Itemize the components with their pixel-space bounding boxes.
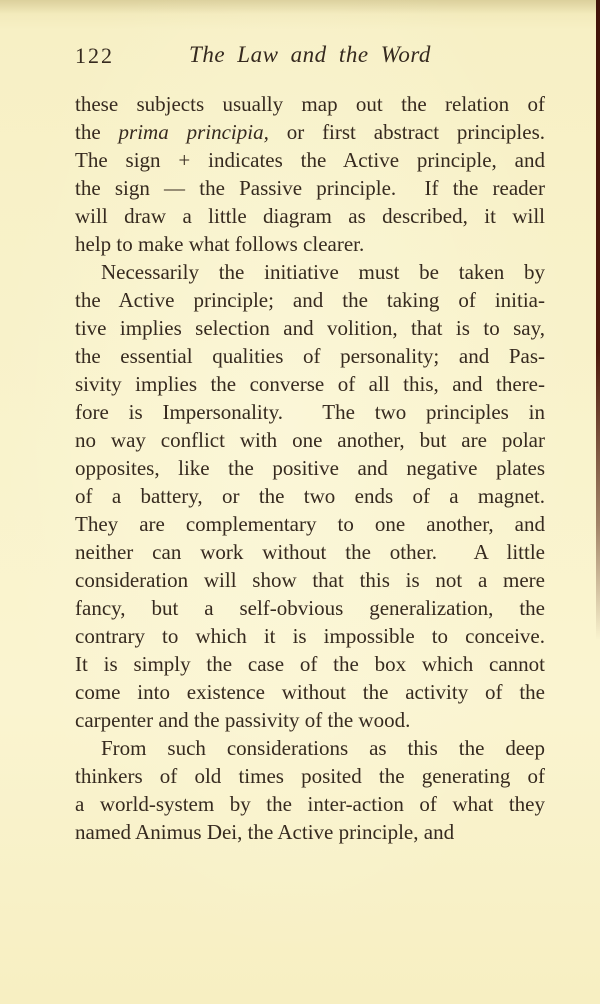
page-body <box>75 90 545 846</box>
text-line: no way conflict with one another, but are polar <box>75 428 545 452</box>
page-number: 122 <box>75 43 114 68</box>
text-line: contrary to which it is impossible to conceive. <box>75 624 545 648</box>
text-line: the essential qualities of personality; and Pas- <box>75 344 545 368</box>
text-line: consideration will show that this is not a mere <box>75 568 545 592</box>
paragraph <box>75 258 545 734</box>
text-line: the sign — the Passive principle. If the reader <box>75 176 545 200</box>
text-line: help to make what follows clearer. <box>75 232 365 256</box>
text-line: opposites, like the positive and negative plates <box>75 456 545 480</box>
page-header <box>75 42 545 68</box>
text-line: tive implies selection and volition, that is to say, <box>75 316 545 340</box>
text-line: It is simply the case of the box which cannot <box>75 652 545 676</box>
scan-top-shading <box>0 0 600 14</box>
text-line: They are complementary to one another, and <box>75 512 545 536</box>
text-line: come into existence without the activity of the <box>75 680 545 704</box>
text-line: neither can work without the other. A little <box>75 540 545 564</box>
paragraph <box>75 734 545 846</box>
text-line: sivity implies the converse of all this, and there- <box>75 372 545 396</box>
text-line: the Active principle; and the taking of initia- <box>75 288 545 312</box>
text-line: these subjects usually map out the relation of <box>75 92 545 116</box>
text-line: From such considerations as this the deep <box>101 736 545 760</box>
text-line: fore is Impersonality. The two principles in <box>75 400 545 424</box>
text-line: carpenter and the passivity of the wood. <box>75 708 411 732</box>
text-line: a world-system by the inter-action of what they <box>75 792 545 816</box>
text-line: will draw a little diagram as described, it will <box>75 204 545 228</box>
running-title: The Law and the Word <box>189 42 431 67</box>
text-line: named Animus Dei, the Active principle, and <box>75 820 455 844</box>
text-line: fancy, but a self-obvious generalization, the <box>75 596 545 620</box>
scan-edge <box>596 0 600 640</box>
text-line: thinkers of old times posited the generating of <box>75 764 545 788</box>
text-line: The sign + indicates the Active principle, and <box>75 148 545 172</box>
text-line <box>75 118 545 146</box>
text-line: of a battery, or the two ends of a magnet. <box>75 484 545 508</box>
text-line: Necessarily the initiative must be taken by <box>101 260 545 284</box>
text-segment: the <box>75 120 119 144</box>
text-segment: or first abstract principles. <box>268 120 545 144</box>
paragraph <box>75 90 545 258</box>
italic-text: prima principia, <box>118 120 269 144</box>
